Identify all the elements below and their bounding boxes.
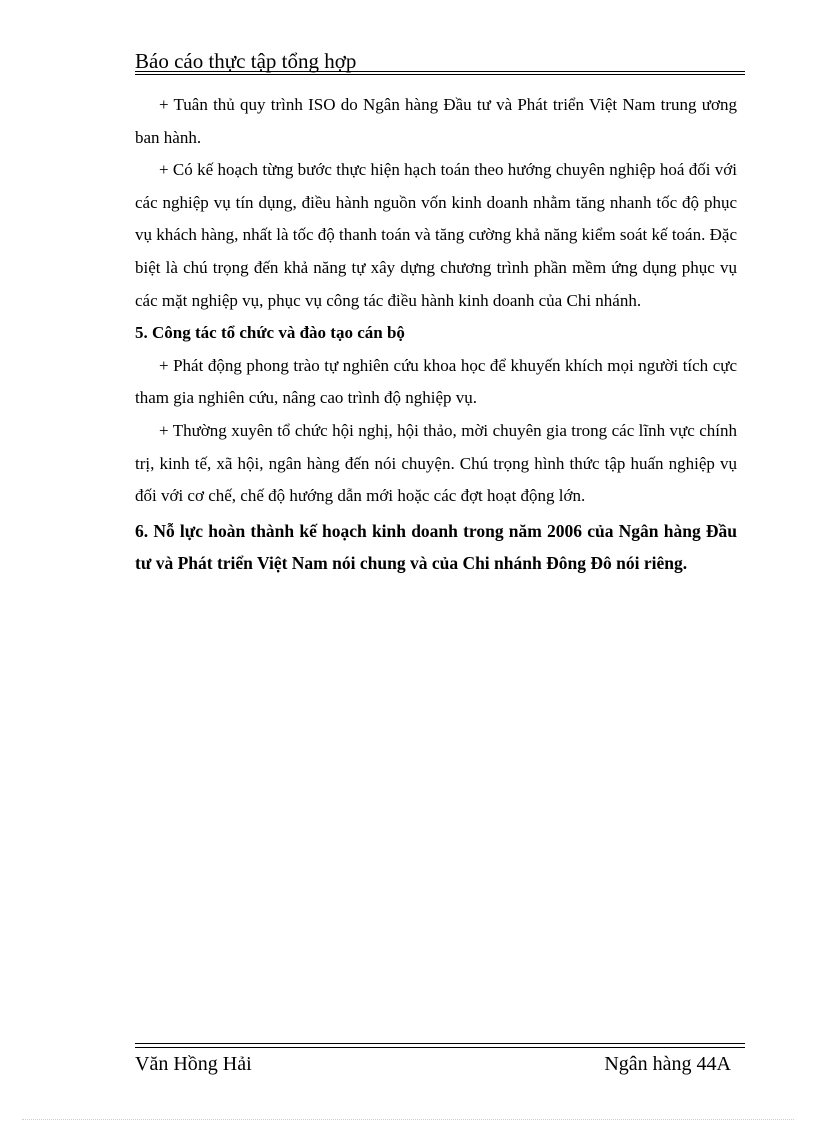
paragraph-accounting-plan: + Có kế hoạch từng bước thực hiện hạch toán theo hướng chuyên nghiệp hoá đối với các nghiệp vụ tín dụng, điều hành nguồn vốn kinh doanh nhằm tăng nhanh tốc độ phục vụ khách hàng, nhất là tốc độ thanh toán và tăng cường khả năng kiểm soát kế toán. Đặc biệt là chú trọng đến khả năng tự xây dựng chương trình phần mềm ứng dụng phục vụ các mặt nghiệp vụ, phục vụ công tác điều hành kinh doanh của Chi nhánh. bbox=[135, 160, 737, 310]
footer-rule-bottom bbox=[135, 1047, 745, 1048]
section-heading-5: 5. Công tác tổ chức và đào tạo cán bộ bbox=[135, 323, 405, 343]
header-rule-bottom bbox=[135, 74, 745, 75]
paragraph-conferences: + Thường xuyên tổ chức hội nghị, hội thảo, mời chuyên gia trong các lĩnh vực chính trị, kinh tế, xã hội, ngân hàng đến nói chuyện. Chú trọng hình thức tập huấn nghiệp vụ đối với cơ chế, chế độ hướng dẫn mới hoặc các đợt hoạt động lớn. bbox=[135, 420, 737, 506]
document-body bbox=[135, 89, 737, 580]
footer-author: Văn Hồng Hải bbox=[135, 1053, 252, 1075]
header-title: Báo cáo thực tập tổng hợp bbox=[135, 49, 357, 73]
page-edge-divider bbox=[22, 1119, 794, 1120]
header-rule-top bbox=[135, 71, 745, 72]
page-footer bbox=[135, 1043, 745, 1079]
section-heading-6: 6. Nỗ lực hoàn thành kế hoạch kinh doanh trong năm 2006 của Ngân hàng Đầu tư và Phát triển Việt Nam nói chung và của Chi nhánh Đông Đô nói riêng. bbox=[135, 520, 737, 574]
footer-rule-top bbox=[135, 1043, 745, 1044]
paragraph-iso: + Tuân thủ quy trình ISO do Ngân hàng Đầu tư và Phát triển Việt Nam trung ương ban hành. bbox=[135, 95, 737, 147]
page-header bbox=[135, 48, 745, 76]
footer-class-name: Ngân hàng 44A bbox=[604, 1053, 731, 1075]
paragraph-research: + Phát động phong trào tự nghiên cứu khoa học để khuyến khích mọi người tích cực tham gia nghiên cứu, nâng cao trình độ nghiệp vụ. bbox=[135, 355, 737, 408]
